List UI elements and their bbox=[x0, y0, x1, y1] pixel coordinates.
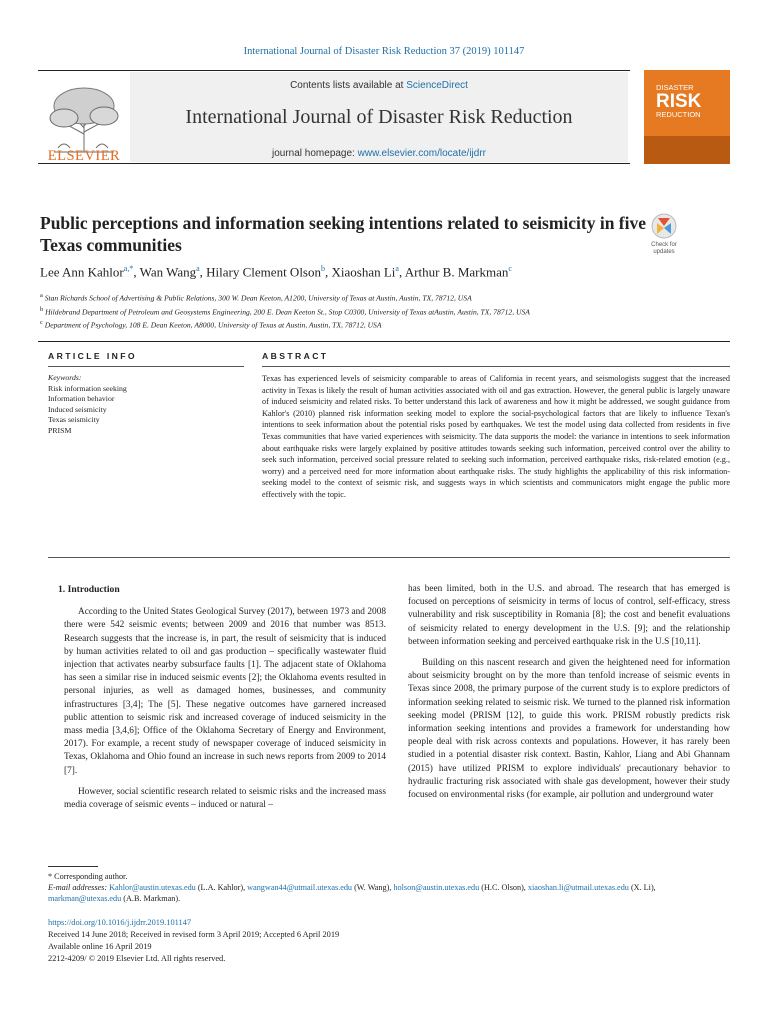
keywords-block bbox=[48, 373, 244, 436]
email-owner: (H.C. Olson), bbox=[479, 883, 528, 893]
article-info-rule bbox=[48, 366, 244, 367]
keyword-item: Risk information seeking bbox=[48, 383, 127, 393]
cover-line-3: REDUCTION bbox=[656, 109, 701, 119]
elsevier-wordmark[interactable]: ELSEVIER bbox=[47, 148, 121, 164]
keyword-item: PRISM bbox=[48, 425, 72, 435]
author-sup[interactable]: a,* bbox=[123, 264, 134, 273]
body-column-left bbox=[58, 583, 386, 820]
cover-title bbox=[656, 84, 726, 118]
author-name[interactable]: Wan Wang bbox=[139, 264, 197, 280]
homepage-link[interactable]: www.elsevier.com/locate/ijdrr bbox=[357, 148, 486, 159]
check-for-updates-icon[interactable] bbox=[648, 212, 680, 262]
affiliation-sup: c bbox=[40, 319, 43, 327]
copyright: 2212-4209/ © 2019 Elsevier Ltd. All rights reserved. bbox=[48, 954, 226, 963]
affiliation-text: Hildebrand Department of Petroleum and Geosystems Engineering, 200 E. Dean Keeton St., Stop C0300, University of Texas atAustin, Austin, TX, 78712, USA bbox=[45, 307, 530, 317]
email-link[interactable]: holson@austin.utexas.edu bbox=[393, 883, 480, 893]
article-title: Public perceptions and information seeking intentions related to seismicity in five Texas communities bbox=[40, 213, 647, 255]
body-paragraph: However, social scientific research related to seismic risks and the increased mass media coverage of seismic events – induced or natural – bbox=[64, 786, 386, 811]
email-link[interactable]: markman@utexas.edu bbox=[48, 894, 122, 904]
section-heading: 1. Introduction bbox=[58, 584, 120, 595]
author-list: Lee Ann Kahlor$^{a,*}$, Wan Wang$^a$, Hilary Clement Olson$^b$, Xiaoshan Li$^a$, Arthur B. Markman$^c$ bbox=[40, 264, 512, 280]
journal-citation[interactable]: International Journal of Disaster Risk Reduction 37 (2019) 101147 bbox=[243, 46, 525, 57]
affiliation-item bbox=[40, 317, 730, 331]
author-name[interactable]: Lee Ann Kahlor bbox=[40, 264, 124, 280]
affiliation-text: Department of Psychology, 108 E. Dean Keeton, A8000, University of Texas at Austin, Austin, TX, 78712, USA bbox=[44, 320, 382, 330]
keyword-item: Information behavior bbox=[48, 394, 115, 403]
footnote-rule bbox=[48, 866, 98, 867]
keywords-label: Keywords: bbox=[48, 373, 82, 382]
affiliation-item bbox=[40, 304, 730, 318]
affiliation-sup: b bbox=[40, 305, 44, 313]
author-name[interactable]: Hilary Clement Olson bbox=[206, 264, 321, 280]
keyword-item: Induced seismicity bbox=[48, 404, 107, 414]
email-owner: (L.A. Kahlor), bbox=[195, 883, 248, 893]
email-link[interactable]: Kahlor@austin.utexas.edu bbox=[109, 883, 196, 893]
footnotes bbox=[48, 871, 730, 905]
available-online: Available online 16 April 2019 bbox=[48, 942, 152, 951]
journal-homepage bbox=[130, 148, 628, 159]
contents-prefix: Contents lists available at bbox=[290, 80, 407, 91]
cover-line-2: RISK bbox=[656, 90, 702, 112]
abstract-rule bbox=[262, 366, 730, 367]
abstract-heading: ABSTRACT bbox=[262, 351, 329, 361]
author-sup[interactable]: c bbox=[508, 264, 512, 273]
email-owner: (W. Wang), bbox=[352, 883, 394, 893]
section-divider bbox=[38, 341, 730, 342]
homepage-prefix: journal homepage: bbox=[272, 148, 358, 159]
author-sup[interactable]: a bbox=[395, 264, 399, 273]
abstract-text: Texas has experienced levels of seismicity comparable to areas of California in recent years, and seismologists suggest that the increased activity in Texas is likely the result of human activities associated with oil and gas extraction. However, the general public is largely unaware of induced seismicity and related risks. To better understand this lack of awareness and how it might be addressed, we sought guidance from Kahlor's (2010) planned risk information seeking model to explore the social-psychological factors that are likely to influence Texan's intentions to seek information about the potential risks posed by earthquakes. We test the model using data collected from residents in five Texas communities that have varied experiences with seismicity. The data supports the model: the variance in intentions to seek information about earthquake risks were largely explained by positive attitudes towards seeking such information, perceived control over the ability to seek such information, perceived social pressure related to seeking such information, perceived earthquake risks, risk-related emotion (e.g., worry) and a perceived need for more information about earthquake risks. The study highlights the applicability of this risk information-seeking model to the context of seismic risk, and suggests ways in which scientists and communicators might engage the public more effectively with the topic. bbox=[262, 374, 730, 499]
affiliation-list bbox=[40, 290, 730, 331]
body-paragraph: has been limited, both in the U.S. and abroad. The research that has emerged is focused on perceptions of seismicity in terms of locus of control, self-efficacy, stress vulnerability and risk susceptibility in Romania [8]; the cost and benefit evaluations of seismicity related to energy development in the U.S. [9]; and the relationship between information seeking and perceived earthquake risk in the U.S [10,11]. bbox=[408, 584, 730, 647]
sciencedirect-link[interactable]: ScienceDirect bbox=[406, 80, 468, 91]
email-addresses bbox=[48, 882, 730, 904]
corresponding-author-note: * Corresponding author. bbox=[48, 872, 128, 881]
affiliation-sup: a bbox=[40, 292, 43, 299]
body-column-right bbox=[408, 583, 730, 810]
author-sup[interactable]: b bbox=[321, 264, 325, 273]
contents-line bbox=[130, 80, 628, 91]
body-paragraph: According to the United States Geological Survey (2017), between 1973 and 2008 there were 542 seismic events; between 2009 and 2016 that number was 8513. Research suggests that the increase is, in part, the result of seismicity that is induced by human activities related to oil and gas production – specifically wastewater fluid injection that activates nearby subsurface faults [1]. The adjacent state of Oklahoma has seen a similar rise in induced seismic events [2]; the Oklahoma events resulted in personal injuries, as well as damaged homes, businesses, and community infrastructures [3,4]; The [5]. These negative outcomes have garnered increased public attention to seismic risk and increased coverage of induced seismicity in the mass media [3,4,6]; Office of the Oklahoma Secretary of Energy and Environment, 2017). For example, a recent study of newspaper coverage of induced seismicity in Texas, Oklahoma and Ohio found an increase in such news reports from 2009 to 2014 [7]. bbox=[64, 607, 386, 776]
email-owner: (A.B. Markman). bbox=[121, 894, 181, 904]
crossmark-line-1: Check for bbox=[651, 242, 677, 248]
author-name[interactable]: Xiaoshan Li bbox=[331, 264, 396, 280]
affiliation-item bbox=[40, 290, 730, 304]
crossmark-line-2: updates bbox=[653, 249, 675, 255]
email-link[interactable]: wangwan44@utmail.utexas.edu bbox=[247, 883, 353, 893]
email-link[interactable]: xiaoshan.li@utmail.utexas.edu bbox=[527, 883, 629, 893]
cover-line-1: DISASTER bbox=[656, 83, 694, 92]
doi-link[interactable]: https://doi.org/10.1016/j.ijdrr.2019.101147 bbox=[48, 918, 192, 927]
abstract-end-rule bbox=[48, 557, 730, 558]
journal-name: International Journal of Disaster Risk Reduction bbox=[185, 106, 573, 128]
article-info-heading: ARTICLE INFO bbox=[48, 351, 137, 361]
email-owner: (X. Li), bbox=[628, 883, 656, 893]
author-sup[interactable]: a bbox=[196, 264, 200, 273]
affiliation-text: Stan Richards School of Advertising & Public Relations, 300 W. Dean Keeton, A1200, University of Texas at Austin, Austin, TX, 78712, USA bbox=[44, 293, 472, 303]
email-label: E-mail addresses: bbox=[48, 883, 110, 893]
author-name[interactable]: Arthur B. Markman bbox=[404, 264, 509, 280]
cover-image-band bbox=[644, 136, 730, 164]
publication-info bbox=[48, 917, 730, 965]
keyword-item: Texas seismicity bbox=[48, 415, 100, 424]
received-dates: Received 14 June 2018; Received in revised form 3 April 2019; Accepted 6 April 2019 bbox=[48, 930, 340, 939]
body-paragraph: Building on this nascent research and given the heightened need for information about seismicity brought on by the more than tenfold increase of seismic events in Texas since 2008, the primary purpose of the current study is to explore predictors of information seeking related to seismic risk. We turned to the planned risk information seeking model (PRISM [12], to guide this work. PRISM robustly predicts risk information seeking intentions and provides a framework for understanding how people deal with risk across contexts and populations. However, it has rarely been studied in a potential disaster risk context. Bastin, Kahlor, Liang and Abi Ghannam (2015) have utilized PRISM to explore individuals' precautionary behavior to hydraulic fracturing risk associated with shale gas development, however their study focused on environmental risks (for example, air pollution and underground water bbox=[408, 658, 730, 801]
